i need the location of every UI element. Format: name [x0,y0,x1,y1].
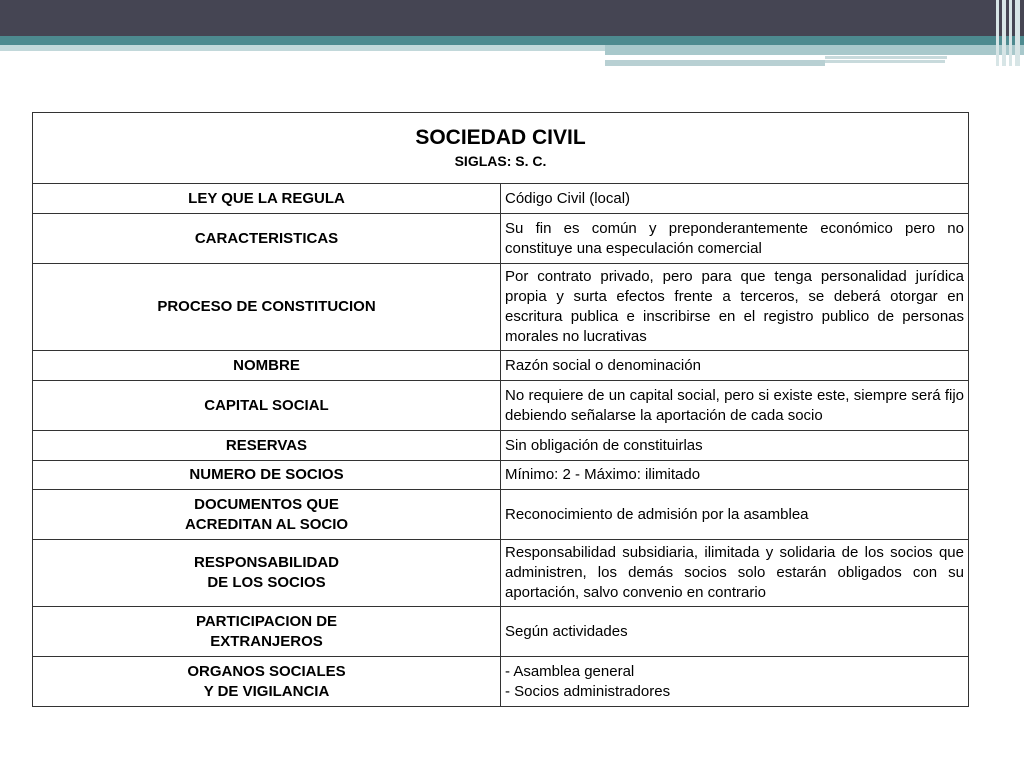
row-label [33,490,501,540]
table-row [33,264,969,351]
row-label: CARACTERISTICAS [33,214,501,264]
row-label: PROCESO DE CONSTITUCION [33,264,501,351]
row-label-line: ACREDITAN AL SOCIO [184,515,349,533]
table-row [33,657,969,707]
row-value: No requiere de un capital social, pero si existe este, siempre será fijo debiendo señalarse la aportación de cada socio [501,381,969,431]
row-value: Sin obligación de constituirlas [501,431,969,461]
header-bar-light [605,45,1024,55]
table-title: SOCIEDAD CIVIL [415,126,586,149]
header-bar-light [825,56,947,59]
row-value-line: - Asamblea general [505,662,635,680]
row-label-line: Y DE VIGILANCIA [203,682,330,700]
row-value: Código Civil (local) [501,184,969,214]
row-value: Razón social o denominación [501,351,969,381]
row-label: NUMERO DE SOCIOS [33,461,501,490]
row-label-line: EXTRANJEROS [210,632,323,650]
row-label-line: PARTICIPACION DE [195,612,338,630]
row-label [33,540,501,607]
header-bar-teal [0,36,1024,45]
row-label: RESERVAS [33,431,501,461]
table-row [33,351,969,381]
table-row [33,461,969,490]
row-value: Por contrato privado, pero para que tenga personalidad jurídica propia y surta efectos frente a terceros, se deberá otorgar en escritura publica e inscribirse en el registro publico de personas morales no lucrativas [501,264,969,351]
row-label [33,657,501,707]
table-title-row [33,113,969,184]
table-row [33,431,969,461]
table-row [33,490,969,540]
row-value: Su fin es común y preponderantemente económico pero no constituye una especulación comercial [501,214,969,264]
header-bar-light [605,60,825,66]
row-value: Según actividades [501,607,969,657]
header-bar-dark [0,0,1024,36]
row-label: LEY QUE LA REGULA [33,184,501,214]
row-value: Mínimo: 2 - Máximo: ilimitado [501,461,969,490]
sociedad-civil-table [32,112,969,707]
row-label: NOMBRE [33,351,501,381]
header-bar-light [0,45,605,51]
table-row [33,381,969,431]
row-value-line: - Socios administradores [505,682,671,700]
row-value: Reconocimiento de admisión por la asamblea [501,490,969,540]
table-row [33,607,969,657]
row-label-line: DOCUMENTOS QUE [194,495,339,513]
table-row [33,540,969,607]
table-row [33,214,969,264]
table-row [33,184,969,214]
row-label-line: ORGANOS SOCIALES [187,662,346,680]
row-label [33,607,501,657]
row-label-line: RESPONSABILIDAD [193,554,339,571]
title-cell [33,113,969,184]
row-value: Responsabilidad subsidiaria, ilimitada y solidaria de los socios que administren, los demás socios solo estarán obligados con su aportación, salvo convenio en contrario [501,540,969,607]
header-bar-light [825,60,945,63]
row-label: CAPITAL SOCIAL [33,381,501,431]
row-label-line: DE LOS SOCIOS [207,574,326,591]
table-subtitle: SIGLAS: S. C. [454,153,547,169]
header-stripes [994,0,1024,66]
row-value [501,657,969,707]
